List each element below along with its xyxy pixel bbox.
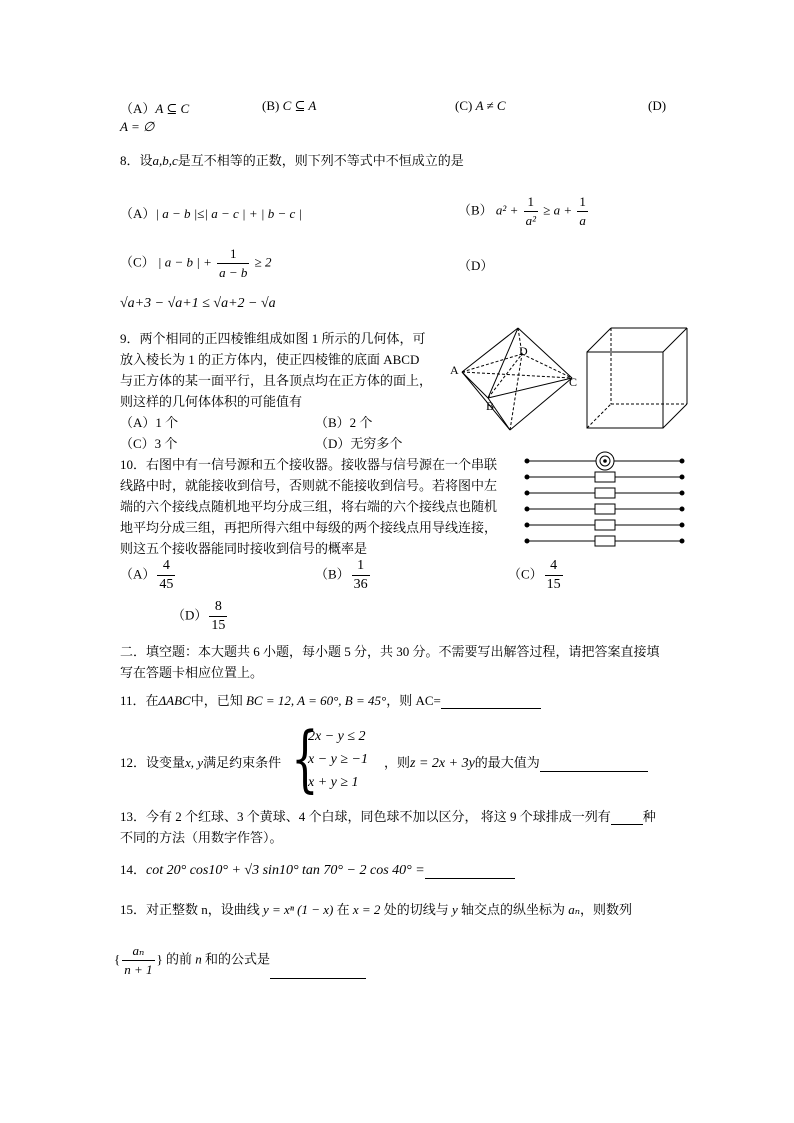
q10-option-d: （D） $\frac{8}{15}$ xyxy=(172,599,226,633)
q8-stem: 8．设a,b,c是互不相等的正数，则下列不等式中不恒成立的是 xyxy=(120,153,464,168)
q13-line-2: 不同的方法（用数字作答）。 xyxy=(120,830,283,845)
q12-constraint-2: x − y ≥ −1 xyxy=(308,752,369,767)
q7-option-a: （A）A ⊆ C xyxy=(120,101,190,116)
q10-line-2: 线路中时，就能接收到信号，否则就不能接收到信号。若将图中左 xyxy=(120,478,498,493)
q12-tail: ，则z = 2x + 3y的最大值为 xyxy=(384,752,648,772)
q9-line-1: 9．两个相同的正四棱锥组成如图 1 所示的几何体，可 xyxy=(120,331,426,346)
q12-constraint-3: x + y ≥ 1 xyxy=(308,775,359,790)
q8-option-a: （A）| a − b |≤| a − c | + | b − c | xyxy=(120,206,303,221)
q14: 14．cot 20° cos10° + √3 sin10° tan 70° − 2 cos 40° = xyxy=(120,859,515,879)
q12-stem: 12．设变量x, y满足约束条件 xyxy=(120,755,282,770)
q8-option-d: √a+3 − √a+1 ≤ √a+2 − √a xyxy=(120,296,276,311)
q9-option-d: （D）无穷多个 xyxy=(315,436,403,451)
q12-brace: { xyxy=(291,716,319,800)
q9-line-2: 放入棱长为 1 的正方体内，使正四棱锥的底面 ABCD xyxy=(120,352,420,367)
q9-line-4: 则这样的几何体体积的可能值有 xyxy=(120,394,303,409)
q15-line-2: { $\frac{\text{aₙ}}{n + 1}$ } 的前 n 和的公式是 xyxy=(114,942,366,979)
q10-line-4: 地平均分成三组，再把所得六组中每级的两个接线点用导线连接， xyxy=(120,520,498,535)
circuit-figure xyxy=(523,450,686,550)
q9-line-3: 与正方体的某一面平行，且各顶点均在正方体的面上， xyxy=(120,373,433,388)
q12-answer-blank[interactable] xyxy=(540,771,648,772)
q10-line-1: 10．右图中有一信号源和五个接收器。接收器与信号源在一个串联 xyxy=(120,457,498,472)
q9-option-b: （B）2 个 xyxy=(315,415,373,430)
q10-option-b: （B） $\frac{1}{36}$ xyxy=(315,558,368,592)
signal-source xyxy=(596,452,614,470)
q7-option-c: (C) A ≠ C xyxy=(455,98,506,113)
q10-option-a: （A） $\frac{4}{45}$ xyxy=(120,558,174,592)
q8-option-d-label: （D） xyxy=(458,258,494,273)
q7-option-d-label: (D) xyxy=(648,98,667,113)
q9-option-a: （A）1 个 xyxy=(120,415,179,430)
q13-answer-blank[interactable] xyxy=(611,824,643,825)
q8-option-c: （C） | a − b | + $\frac{1}{a - b}$ ≥ 2 xyxy=(120,246,272,280)
q15-line-1: 15．对正整数 n，设曲线 y = xⁿ (1 − x) 在 x = 2 处的切线与 y 轴交点的纵坐标为 aₙ，则数列 xyxy=(120,902,633,917)
octa-label-b: B xyxy=(486,399,495,413)
receivers xyxy=(595,472,615,546)
q10-option-c: （C） $\frac{4}{15}$ xyxy=(508,558,561,592)
q13-line-1: 13．今有 2 个红球、3 个黄球、4 个白球，同色球不加以区分， 将这 9 个球排成一列有 种 xyxy=(120,809,656,824)
octahedron-figure xyxy=(448,322,588,434)
octa-label-a: A xyxy=(450,363,459,377)
q10-line-3: 端的六个接线点随机地平均分成三组，将右端的六个接线点也随机 xyxy=(120,499,498,514)
cube-figure xyxy=(585,326,691,432)
section2-line-1: 二．填空题：本大题共 6 小题，每小题 5 分，共 30 分。不需要写出解答过程，请把答案直接填 xyxy=(120,644,660,659)
q11: 11．在ΔABC中，已知 BC = 12, A = 60°, B = 45°，则 AC= xyxy=(120,690,541,709)
q7-option-d: A = ∅ xyxy=(120,119,155,134)
q14-answer-blank[interactable] xyxy=(425,878,515,879)
q12-constraint-1: 2x − y ≤ 2 xyxy=(308,729,366,744)
q15-answer-blank[interactable] xyxy=(270,978,366,979)
q7-option-b: (B) C ⊆ A xyxy=(262,98,317,113)
q8-option-b: （B） a² + $\frac{1}{\text{a²}}$ ≥ a + $\frac{1}{a}$ xyxy=(458,194,586,228)
octa-label-c: C xyxy=(569,375,578,389)
q9-option-c: （C）3 个 xyxy=(120,436,178,451)
q10-line-5: 则这五个接收器能同时接收到信号的概率是 xyxy=(120,541,368,556)
section2-line-2: 写在答题卡相应位置上。 xyxy=(120,665,264,680)
q11-answer-blank[interactable] xyxy=(441,708,541,709)
octa-label-d: D xyxy=(519,344,528,358)
